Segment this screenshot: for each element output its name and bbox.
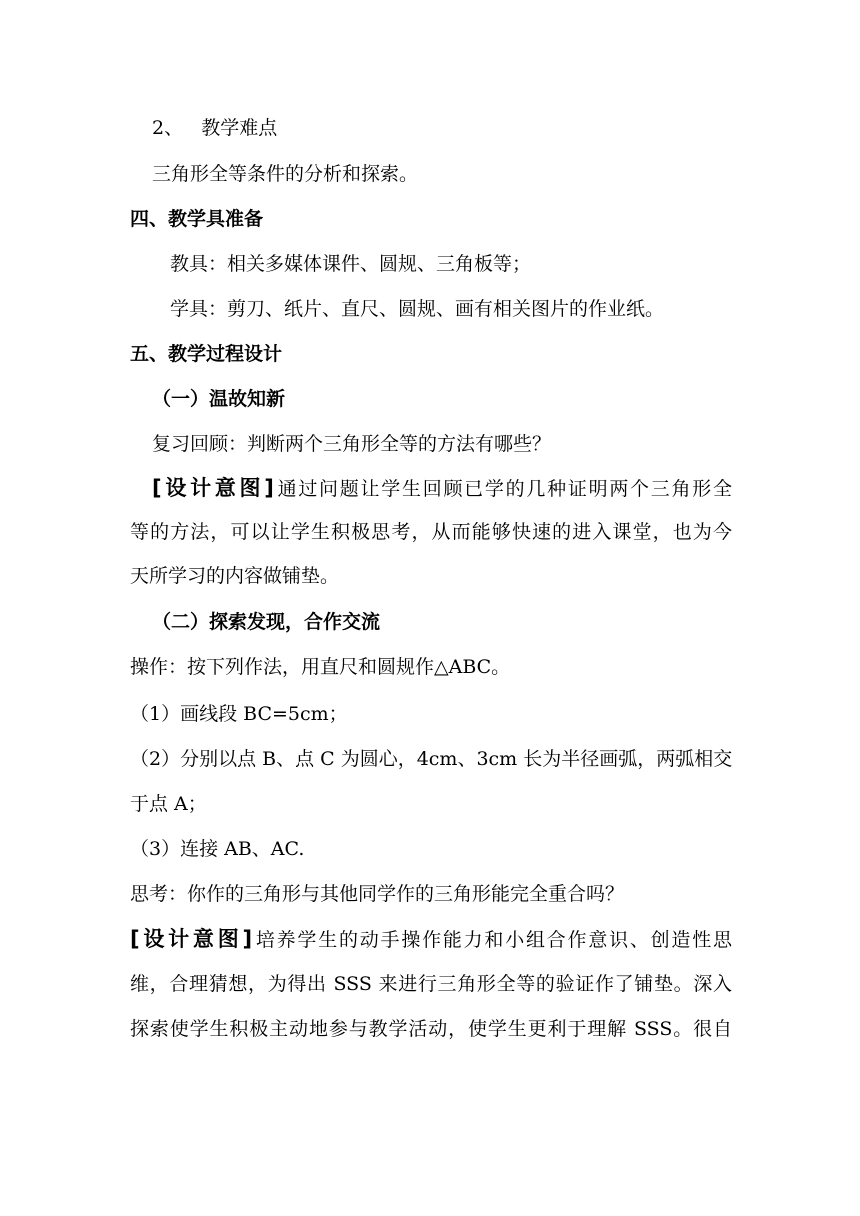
part1-heading: （一）温故知新: [152, 388, 286, 410]
difficulty-title: 教学难点: [201, 117, 278, 139]
section5-heading: 五、教学过程设计: [130, 343, 283, 365]
design-intent-label: [设计意图]: [152, 476, 276, 500]
step-2-line-2: 于点 A；: [130, 793, 207, 815]
difficulty-text: 三角形全等条件的分析和探索。: [152, 163, 419, 185]
part1-intent-line-1: [设计意图]通过问题让学生回顾已学的几种证明两个三角形全: [152, 476, 732, 500]
step-2-line-1: （2）分别以点 B、点 C 为圆心，4cm、3cm 长为半径画弧，两弧相交: [130, 748, 733, 770]
think-question: 思考：你作的三角形与其他同学作的三角形能完全重合吗？: [130, 883, 625, 905]
student-tools: 学具：剪刀、纸片、直尺、圆规、画有相关图片的作业纸。: [170, 298, 665, 320]
review-question: 复习回顾：判断两个三角形全等的方法有哪些？: [152, 433, 552, 455]
step-3: （3）连接 AB、AC.: [130, 838, 305, 860]
part2-intent-line-3: 探索使学生积极主动地参与教学活动，使学生更利于理解 SSS。很自: [130, 1018, 732, 1040]
design-intent-label-2: [设计意图]: [130, 927, 255, 951]
difficulty-heading: [152, 114, 277, 142]
operation-text: 操作：按下列作法，用直尺和圆规作△ABC。: [130, 656, 511, 678]
part2-heading: （二）探索发现，合作交流: [152, 611, 381, 633]
part2-intent-line-2: 维，合理猜想，为得出 SSS 来进行三角形全等的验证作了铺垫。深入: [130, 973, 732, 995]
part1-intent-line-3: 天所学习的内容做铺垫。: [130, 565, 340, 587]
teacher-tools: 教具：相关多媒体课件、圆规、三角板等；: [170, 253, 532, 275]
step-1: （1）画线段 BC=5cm；: [130, 703, 348, 725]
difficulty-number: 2、: [152, 117, 184, 139]
part2-intent-line-1: [设计意图]培养学生的动手操作能力和小组合作意识、创造性思: [130, 927, 732, 951]
part1-intent-line-2: 等的方法，可以让学生积极思考，从而能够快速的进入课堂，也为今: [130, 521, 732, 543]
section4-heading: 四、教学具准备: [130, 208, 264, 230]
